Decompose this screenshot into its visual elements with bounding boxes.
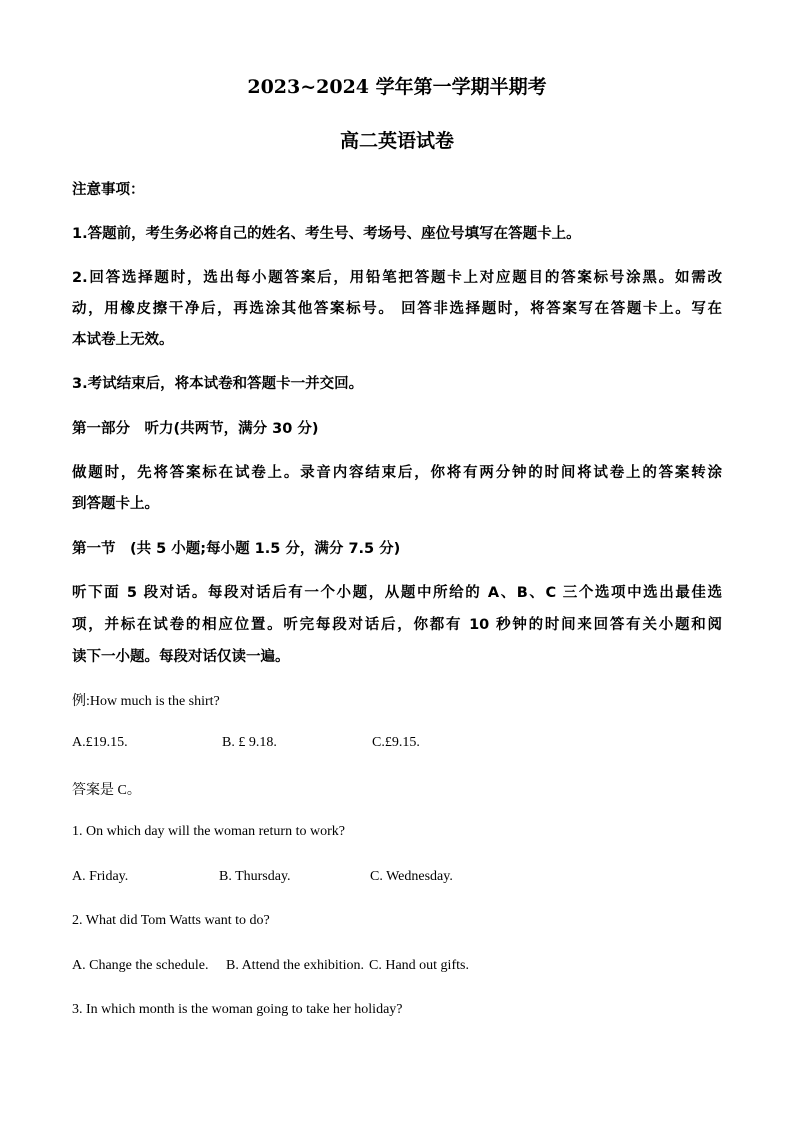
part1-instruction-line-2: 到答题卡上。 <box>72 496 159 512</box>
notice-item-2-line-1: 2.回答选择题时，选出每小题答案后，用铅笔把答题卡上对应题目的答案标号涂黑。如需改 <box>72 270 722 286</box>
example-answer: 答案是 C。 <box>72 783 141 798</box>
example-option-a: A.£19.15. <box>72 735 128 750</box>
notice-item-2-line-2: 动，用橡皮擦干净后，再选涂其他答案标号。 回答非选择题时，将答案写在答题卡上。写在 <box>72 301 722 317</box>
section1-instruction-line-1: 听下面 5 段对话。每段对话后有一个小题，从题中所给的 A、B、C 三个选项中选出最佳选 <box>72 585 722 601</box>
part1-heading: 第一部分 听力(共两节，满分 30 分) <box>72 421 319 437</box>
example-question: 例:How much is the shirt? <box>72 694 220 709</box>
question-2: 2. What did Tom Watts want to do? <box>72 913 270 928</box>
exam-subtitle: 高二英语试卷 <box>339 130 454 152</box>
question-2-option-c: C. Hand out gifts. <box>369 958 469 973</box>
notice-item-3: 3.考试结束后，将本试卷和答题卡一并交回。 <box>72 376 364 392</box>
part1-instruction-line-1: 做题时，先将答案标在试卷上。录音内容结束后，你将有两分钟的时间将试卷上的答案转涂 <box>72 465 722 481</box>
question-1: 1. On which day will the woman return to work? <box>72 824 345 839</box>
question-1-option-a: A. Friday. <box>72 869 129 884</box>
example-option-b: B. £ 9.18. <box>222 735 277 750</box>
question-3: 3. In which month is the woman going to take her holiday? <box>72 1002 403 1017</box>
exam-title: 2023~2024 学年第一学期半期考 <box>247 76 547 98</box>
question-2-option-a: A. Change the schedule. <box>72 958 209 973</box>
question-2-option-b: B. Attend the exhibition. <box>226 958 365 973</box>
section1-instruction-line-3: 读下一小题。每段对话仅读一遍。 <box>72 649 290 665</box>
section1-heading: 第一节 (共 5 小题;每小题 1.5 分，满分 7.5 分) <box>72 541 401 557</box>
notice-heading: 注意事项： <box>72 182 145 198</box>
notice-item-1: 1.答题前，考生务必将自己的姓名、考生号、考场号、座位号填写在答题卡上。 <box>72 226 581 242</box>
example-option-c: C.£9.15. <box>372 735 420 750</box>
notice-item-2-line-3: 本试卷上无效。 <box>72 332 174 348</box>
question-1-option-c: C. Wednesday. <box>370 869 453 884</box>
section1-instruction-line-2: 项，并标在试卷的相应位置。听完每段对话后，你都有 10 秒钟的时间来回答有关小题和阅 <box>72 617 722 633</box>
question-1-option-b: B. Thursday. <box>219 869 291 884</box>
